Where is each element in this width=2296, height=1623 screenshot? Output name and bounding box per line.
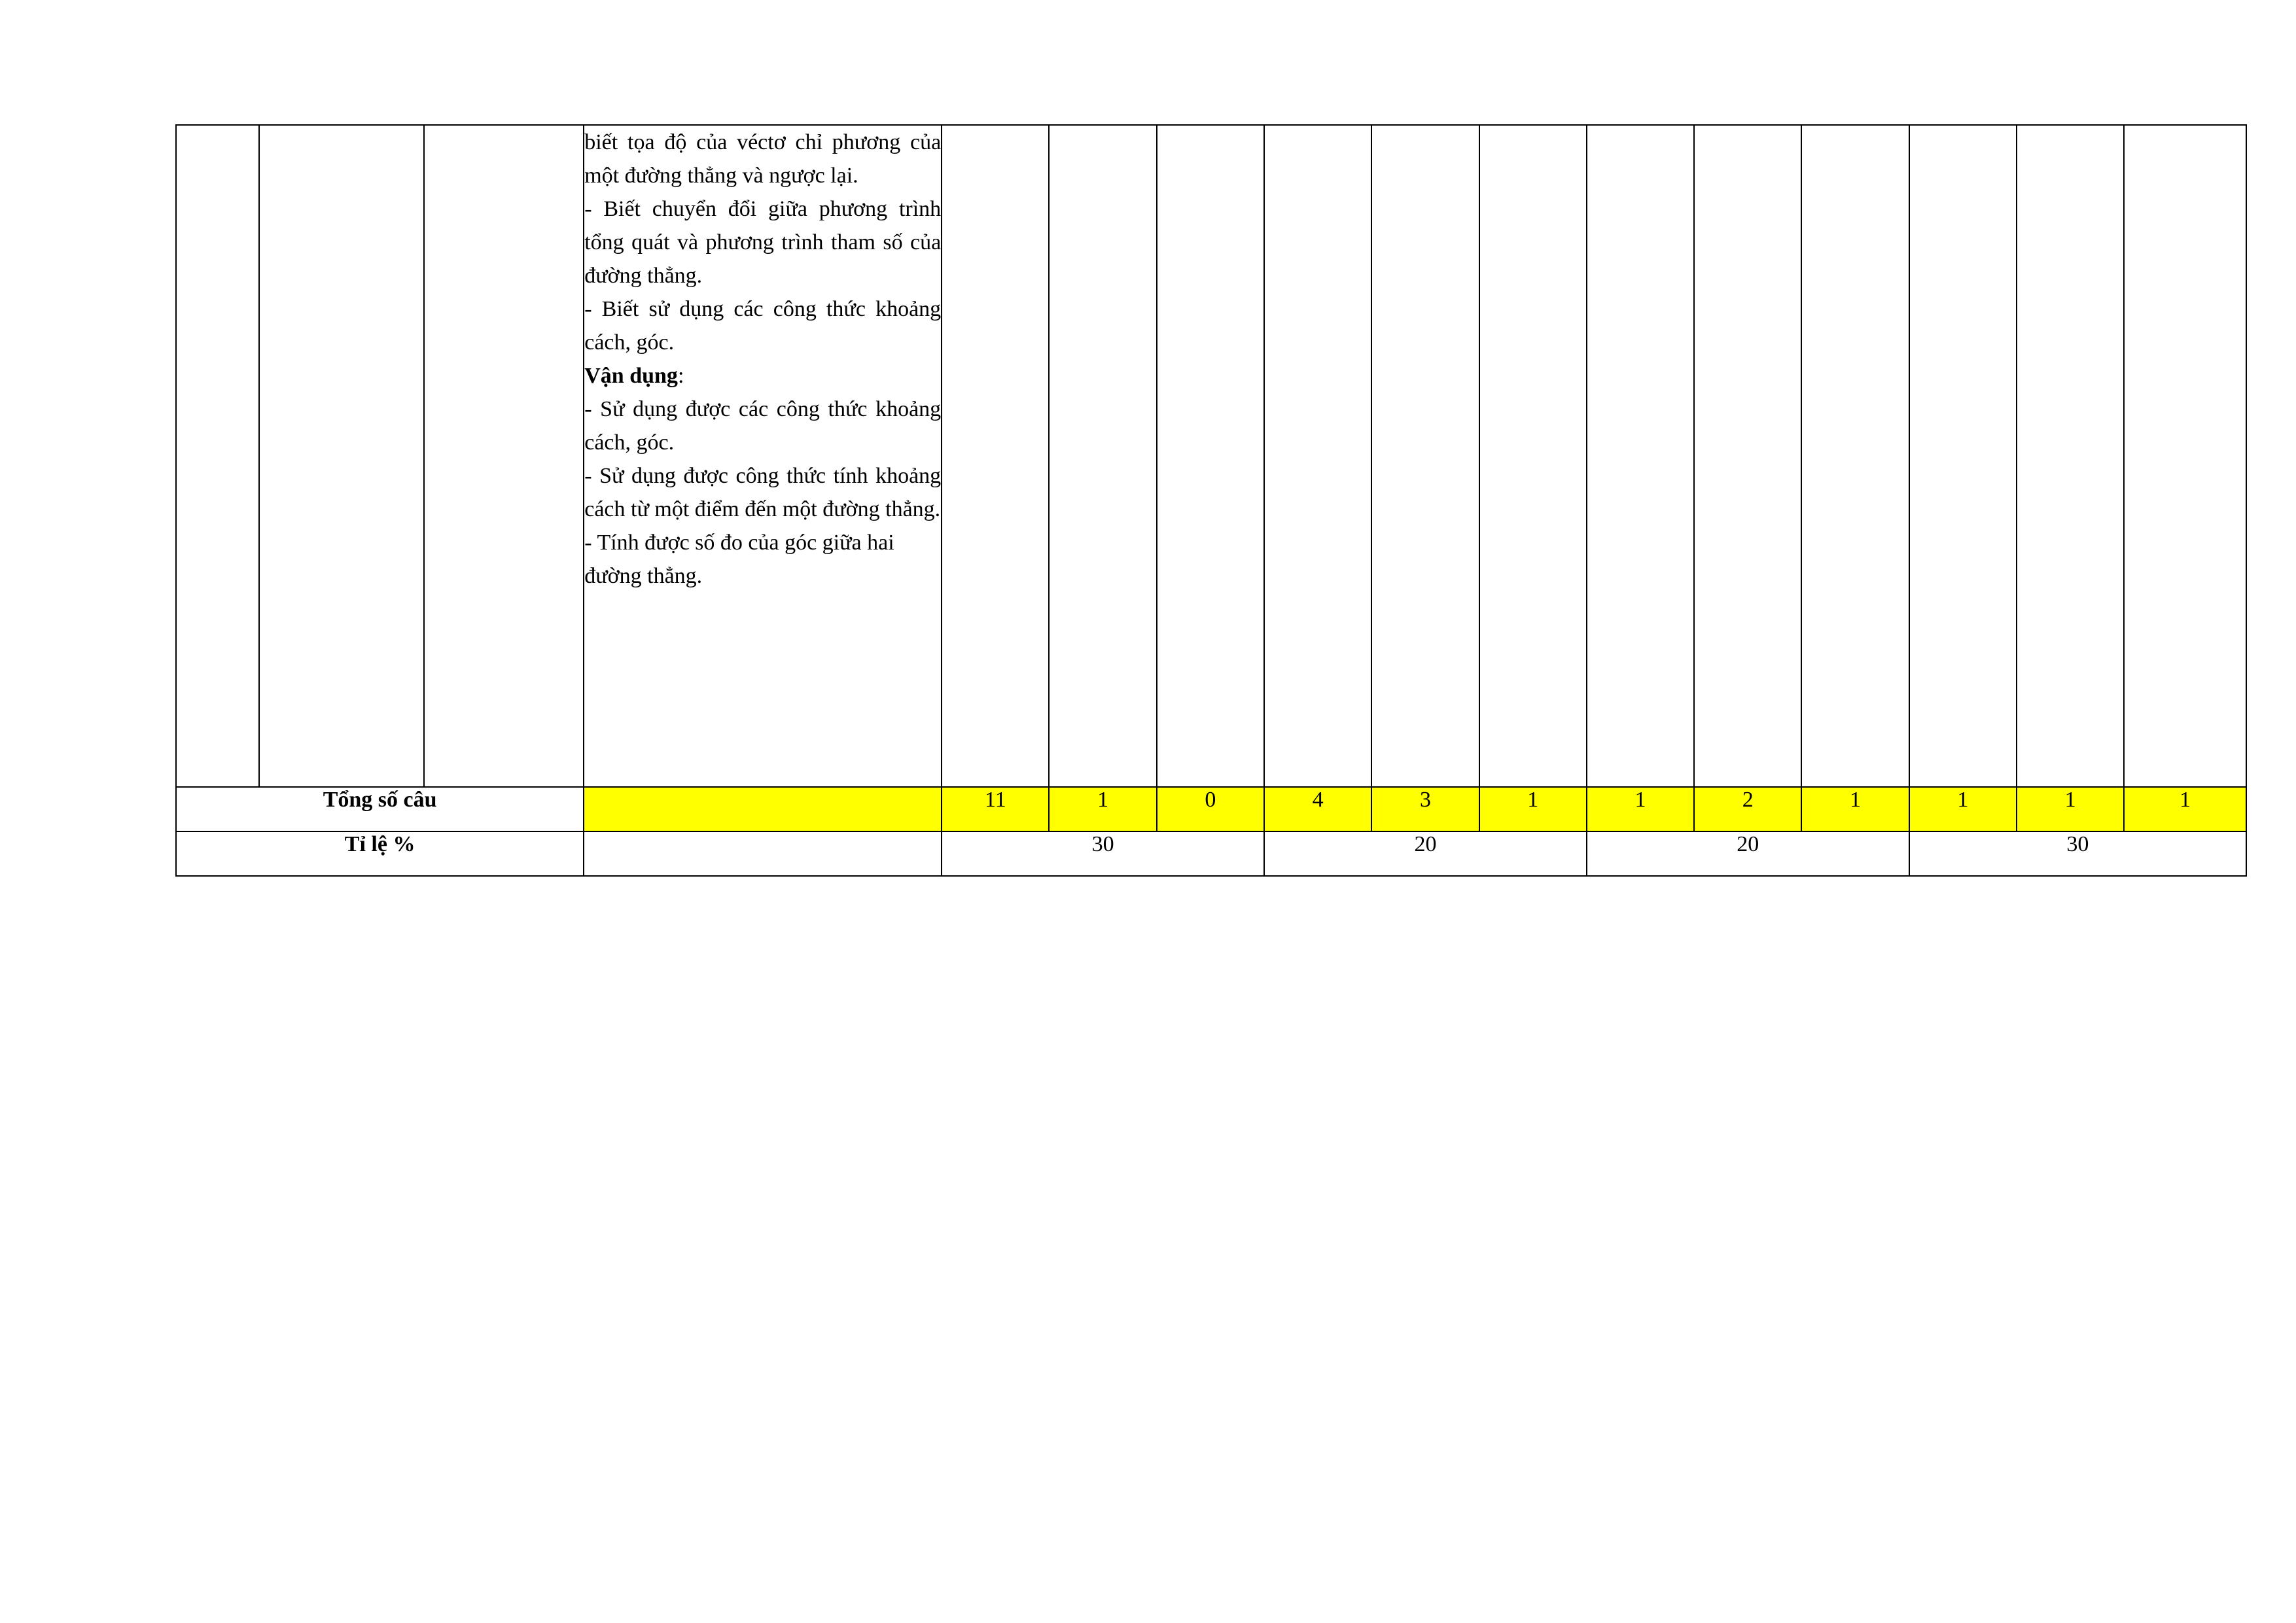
requirement-paragraph-5: - Sử dụng được công thức tính khoảng cách từ một điểm đến một đường thẳng. [584,464,942,521]
requirement-heading-row [584,359,941,393]
cell-empty-9 [1479,125,1587,787]
ratio-value-2: 20 [1264,831,1587,876]
total-value-9: 1 [1801,787,1909,831]
cell-empty-8 [1371,125,1479,787]
ratio-value-1: 30 [942,831,1264,876]
ratio-value-3: 20 [1587,831,1909,876]
total-value-5: 3 [1371,787,1479,831]
cell-empty-4 [942,125,1049,787]
requirement-paragraph-2: - Biết chuyển đổi giữa phương trình tổng quát và phương trình tham số của đường thẳng. [584,197,942,288]
total-value-2: 1 [1049,787,1156,831]
cell-empty-6 [1157,125,1264,787]
total-value-4: 4 [1264,787,1371,831]
cell-empty-3 [424,125,584,787]
total-value-11: 1 [2017,787,2124,831]
requirement-paragraph-6: - Tính được số đo của góc giữa hai đường thẳng. [584,531,894,588]
cell-empty-10 [1587,125,1694,787]
total-value-1: 11 [942,787,1049,831]
requirement-heading: Vận dụng [584,364,678,388]
table-row-ratio [176,831,2246,876]
cell-empty-5 [1049,125,1156,787]
ratio-row-spacer [584,831,942,876]
table-row-total [176,787,2246,831]
total-value-10: 1 [1909,787,2017,831]
total-value-12: 1 [2124,787,2246,831]
ratio-value-4: 30 [1909,831,2246,876]
cell-empty-12 [1801,125,1909,787]
requirement-paragraph-1: biết tọa độ của véctơ chỉ phương của một đường thẳng và ngược lại. [584,130,942,188]
cell-empty-1 [176,125,259,787]
ratio-row-label: Tỉ lệ % [176,831,584,876]
cell-empty-15 [2124,125,2246,787]
total-row-label: Tổng số câu [176,787,584,831]
total-value-6: 1 [1479,787,1587,831]
cell-empty-7 [1264,125,1371,787]
cell-requirements-text [584,125,942,787]
cell-empty-14 [2017,125,2124,787]
cell-empty-13 [1909,125,2017,787]
cell-empty-11 [1694,125,1801,787]
requirement-heading-suffix: : [677,364,684,388]
total-value-7: 1 [1587,787,1694,831]
total-value-8: 2 [1694,787,1801,831]
cell-empty-2 [259,125,424,787]
total-row-spacer [584,787,942,831]
table-row-content [176,125,2246,787]
requirement-paragraph-3: - Biết sử dụng các công thức khoảng cách, góc. [584,297,942,355]
exam-matrix-table [175,124,2247,877]
total-value-3: 0 [1157,787,1264,831]
matrix-table-container [175,124,2247,877]
requirement-paragraph-4: - Sử dụng được các công thức khoảng cách, góc. [584,397,942,455]
